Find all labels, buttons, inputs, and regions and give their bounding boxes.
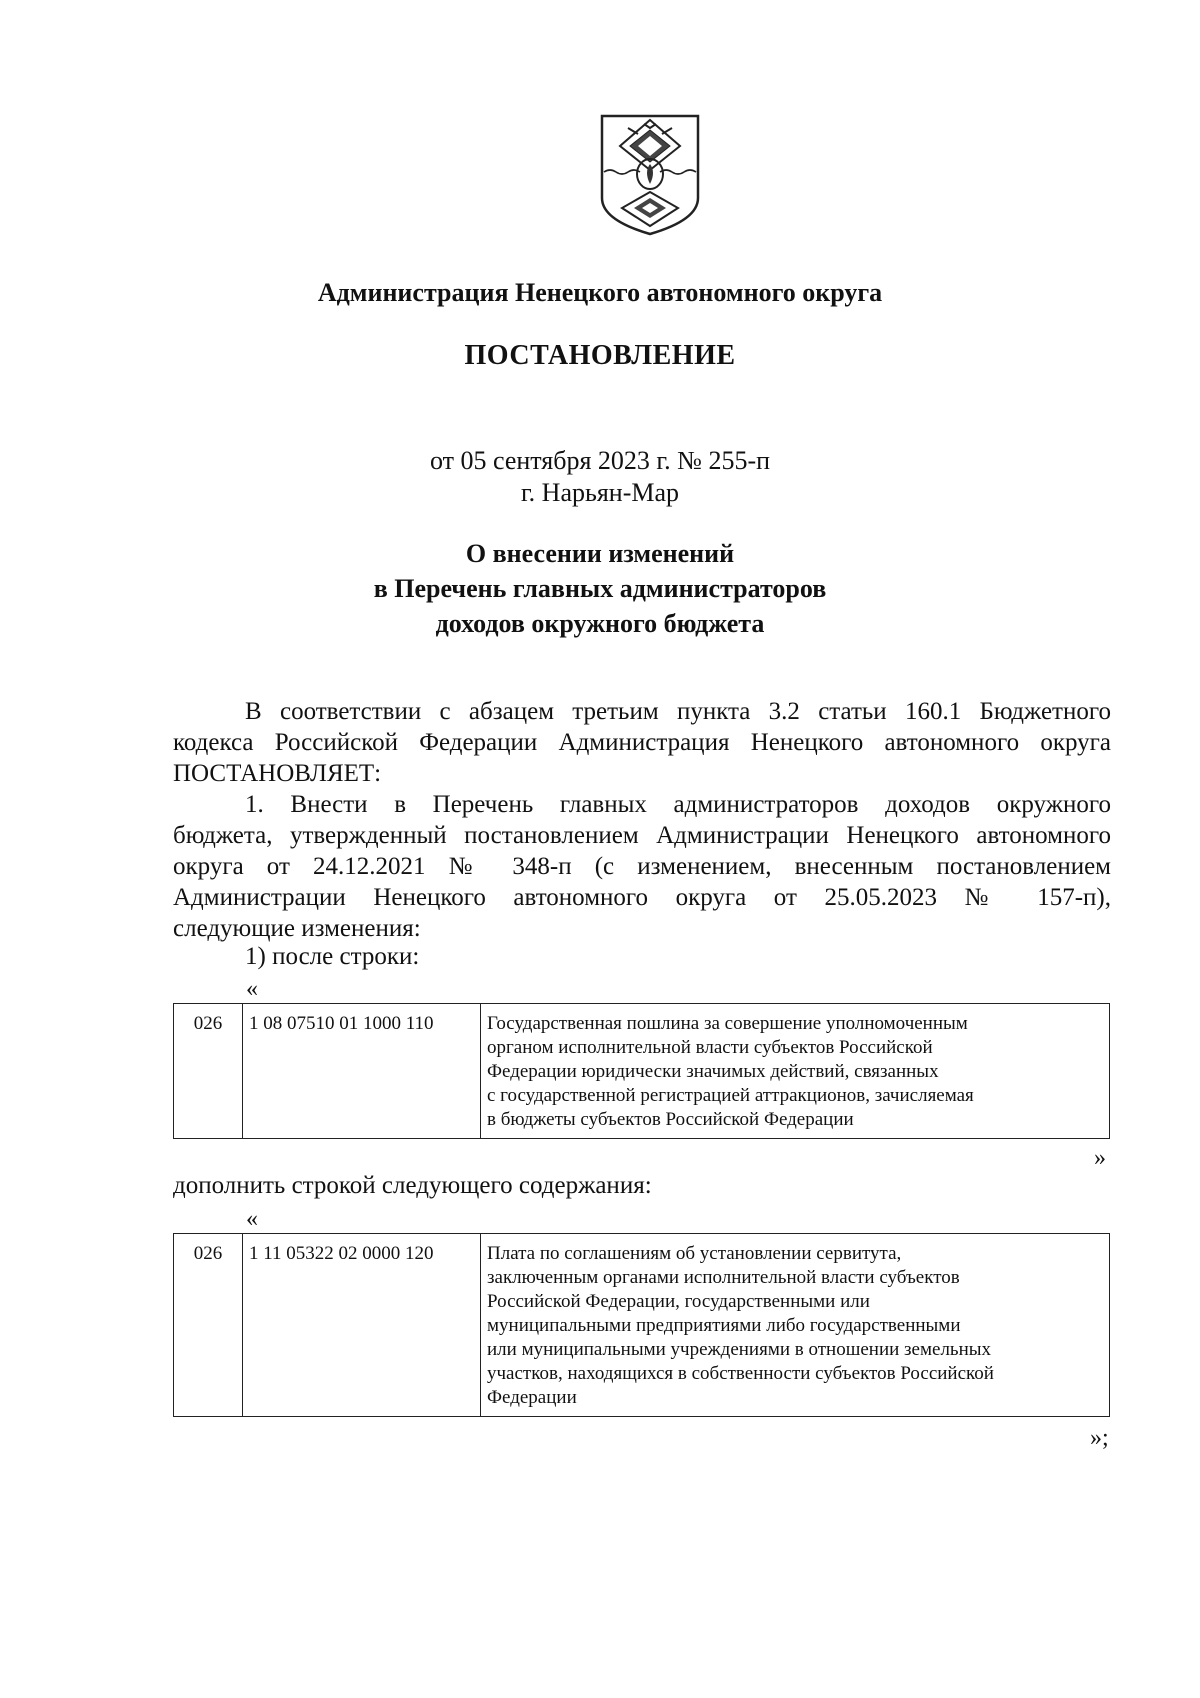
quote-open: « [246,976,258,1002]
income-name-line: органом исполнительной власти субъектов Российской [487,1037,933,1058]
document-city: г. Нарьян-Мар [520,478,680,507]
quote-close: » [1094,1145,1106,1171]
income-name-line: Государственная пошлина за совершение уполномоченным [487,1013,968,1034]
item1-line: округа от 24.12.2021 № 348-п (с изменением, внесенным постановлением [173,853,1111,880]
quote-close-final: »; [1090,1425,1109,1451]
item1-line: бюджета, утвержденный постановлением Администрации Ненецкого автономного [173,822,1111,849]
document-type: ПОСТАНОВЛЕНИЕ [464,340,736,371]
income-name-line: заключенным органами исполнительной власти субъектов [487,1267,960,1288]
kbk-code-cell: 1 08 07510 01 1000 110 [243,1004,481,1139]
item1-line: 1. Внести в Перечень главных администраторов доходов окружного [245,791,1111,818]
subitem-1: 1) после строки: [245,943,420,970]
title-line: доходов окружного бюджета [435,609,765,638]
title-line: О внесении изменений [465,539,735,568]
document-body [173,696,1111,944]
document-title [0,536,1200,641]
organization-name: Администрация Ненецкого автономного округа [317,278,883,307]
supplement-text: дополнить строкой следующего содержания: [173,1172,652,1199]
preamble-line: В соответствии с абзацем третьим пункта 3.2 статьи 160.1 Бюджетного [245,698,1111,725]
income-name-cell [481,1234,1110,1417]
income-name-line: в бюджеты субъектов Российской Федерации [487,1109,854,1130]
quote-open: « [246,1206,258,1232]
admin-code-cell: 026 [174,1004,243,1139]
income-name-line: Федерации [487,1387,577,1408]
budget-row-new [173,1233,1110,1417]
income-name-cell [481,1004,1110,1139]
preamble-line: ПОСТАНОВЛЯЕТ: [173,760,382,787]
coat-of-arms-icon [598,112,702,238]
title-line: в Перечень главных администраторов [373,574,827,603]
item1-line: Администрации Ненецкого автономного округа от 25.05.2023 № 157-п), [173,884,1111,911]
preamble-line: кодекса Российской Федерации Администрация Ненецкого автономного округа [173,729,1111,756]
income-name-line: с государственной регистрацией аттракционов, зачисляемая [487,1085,974,1106]
item1-line: следующие изменения: [173,915,421,942]
income-name-line: Российской Федерации, государственными или [487,1291,870,1312]
admin-code-cell: 026 [174,1234,243,1417]
income-name-line: муниципальными предприятиями либо государственными [487,1315,961,1336]
budget-row-existing [173,1003,1110,1139]
income-name-line: Плата по соглашениям об установлении сервитута, [487,1243,902,1264]
document-date-number: от 05 сентября 2023 г. № 255-п [429,446,771,475]
income-name-line: или муниципальными учреждениями в отношении земельных [487,1339,992,1360]
income-name-line: участков, находящихся в собственности субъектов Российской [487,1363,994,1384]
income-name-line: Федерации юридически значимых действий, связанных [487,1061,939,1082]
kbk-code-cell: 1 11 05322 02 0000 120 [243,1234,481,1417]
